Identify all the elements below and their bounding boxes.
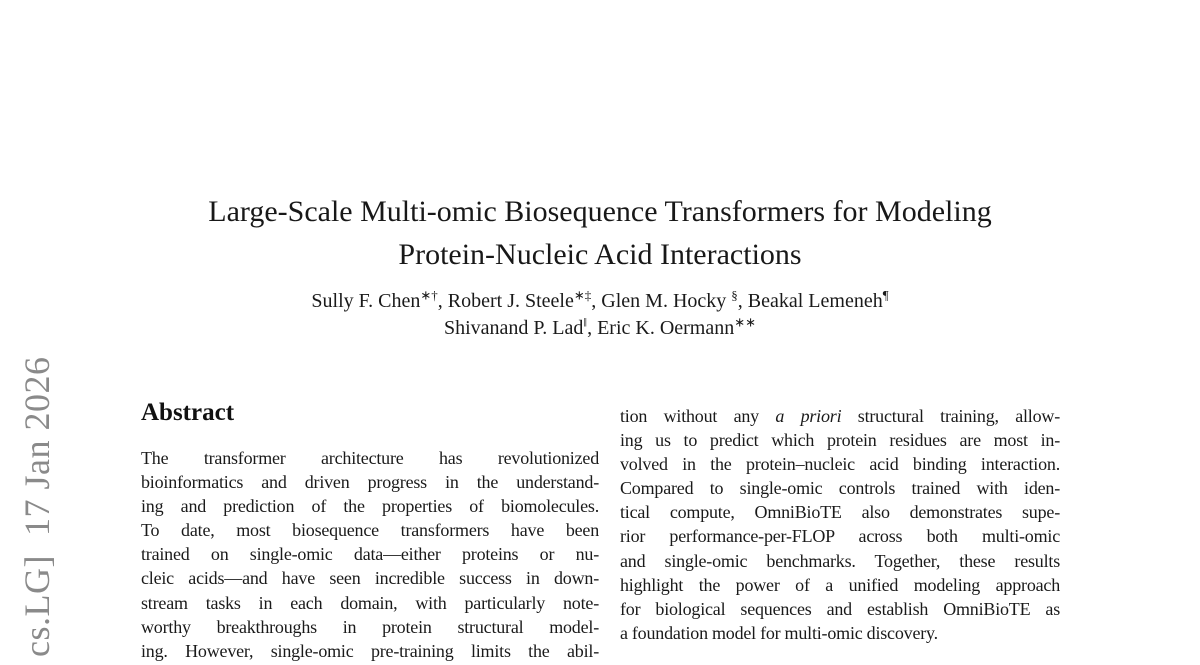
- text-line: ing us to predict which protein residues are most in-: [620, 430, 1060, 451]
- author-segment: Sully F. Chen: [311, 290, 421, 312]
- arxiv-watermark: cs.LG] 17 Jan 2026: [17, 356, 57, 657]
- text-line: ing. However, single-omic pre-training limits the abil-: [141, 640, 599, 661]
- text-line: tical compute, OmniBioTE also demonstrates supe-: [620, 502, 1060, 523]
- text-line: for biological sequences and establish OmniBioTE as: [620, 598, 1060, 619]
- text-line: To date, most biosequence transformers have been: [141, 520, 599, 541]
- abstract-right-column: [620, 406, 1060, 647]
- text-line: volved in the protein–nucleic acid binding interaction.: [620, 454, 1060, 475]
- author-affiliation-mark: ∗∗: [734, 314, 757, 330]
- text-line: tion without any a priori structural training, allow-: [620, 406, 1061, 426]
- text-line: The transformer architecture has revolutionized: [141, 448, 599, 468]
- text-line: and single-omic benchmarks. Together, these results: [620, 550, 1060, 571]
- text-line: stream tasks in each domain, with particularly note-: [141, 592, 599, 613]
- author-affiliation-mark: ∗‡: [573, 287, 592, 303]
- text-line: a foundation model for multi-omic discovery.: [620, 622, 938, 643]
- author-affiliation-mark: ∗†: [420, 287, 438, 303]
- abstract-left-column: [141, 448, 599, 665]
- author-segment: , Eric K. Oermann: [587, 317, 735, 339]
- author-block: [140, 288, 1060, 342]
- text-line: rior performance-per-FLOP across both multi-omic: [620, 526, 1060, 547]
- text-line: ing and prediction of the properties of biomolecules.: [141, 496, 599, 517]
- author-segment: , Robert J. Steele: [437, 290, 574, 312]
- text-line: bioinformatics and driven progress in the understand-: [141, 472, 599, 493]
- author-affiliation-mark: ‖: [583, 314, 588, 330]
- authors-line-2: [140, 315, 1060, 342]
- paper-title-line1: Large-Scale Multi-omic Biosequence Transformers for Modeling: [208, 195, 992, 228]
- author-affiliation-mark: §: [731, 287, 738, 303]
- authors-line-1: [140, 288, 1060, 315]
- paper-title: [140, 190, 1060, 276]
- text-line: cleic acids—and have seen incredible success in down-: [141, 568, 599, 589]
- abstract-heading: Abstract: [141, 399, 235, 426]
- author-affiliation-mark: ¶: [882, 287, 889, 303]
- text-line: highlight the power of a unified modeling approach: [620, 574, 1060, 595]
- author-segment: Shivanand P. Lad: [443, 317, 584, 339]
- text-line: worthy breakthroughs in protein structural model-: [141, 616, 599, 637]
- author-segment: , Beakal Lemeneh: [737, 290, 883, 312]
- text-line: Compared to single-omic controls trained with iden-: [620, 478, 1060, 499]
- author-segment: , Glen M. Hocky: [591, 290, 732, 312]
- text-line: trained on single-omic data—either proteins or nu-: [141, 544, 599, 565]
- paper-title-line2: Protein-Nucleic Acid Interactions: [398, 238, 802, 271]
